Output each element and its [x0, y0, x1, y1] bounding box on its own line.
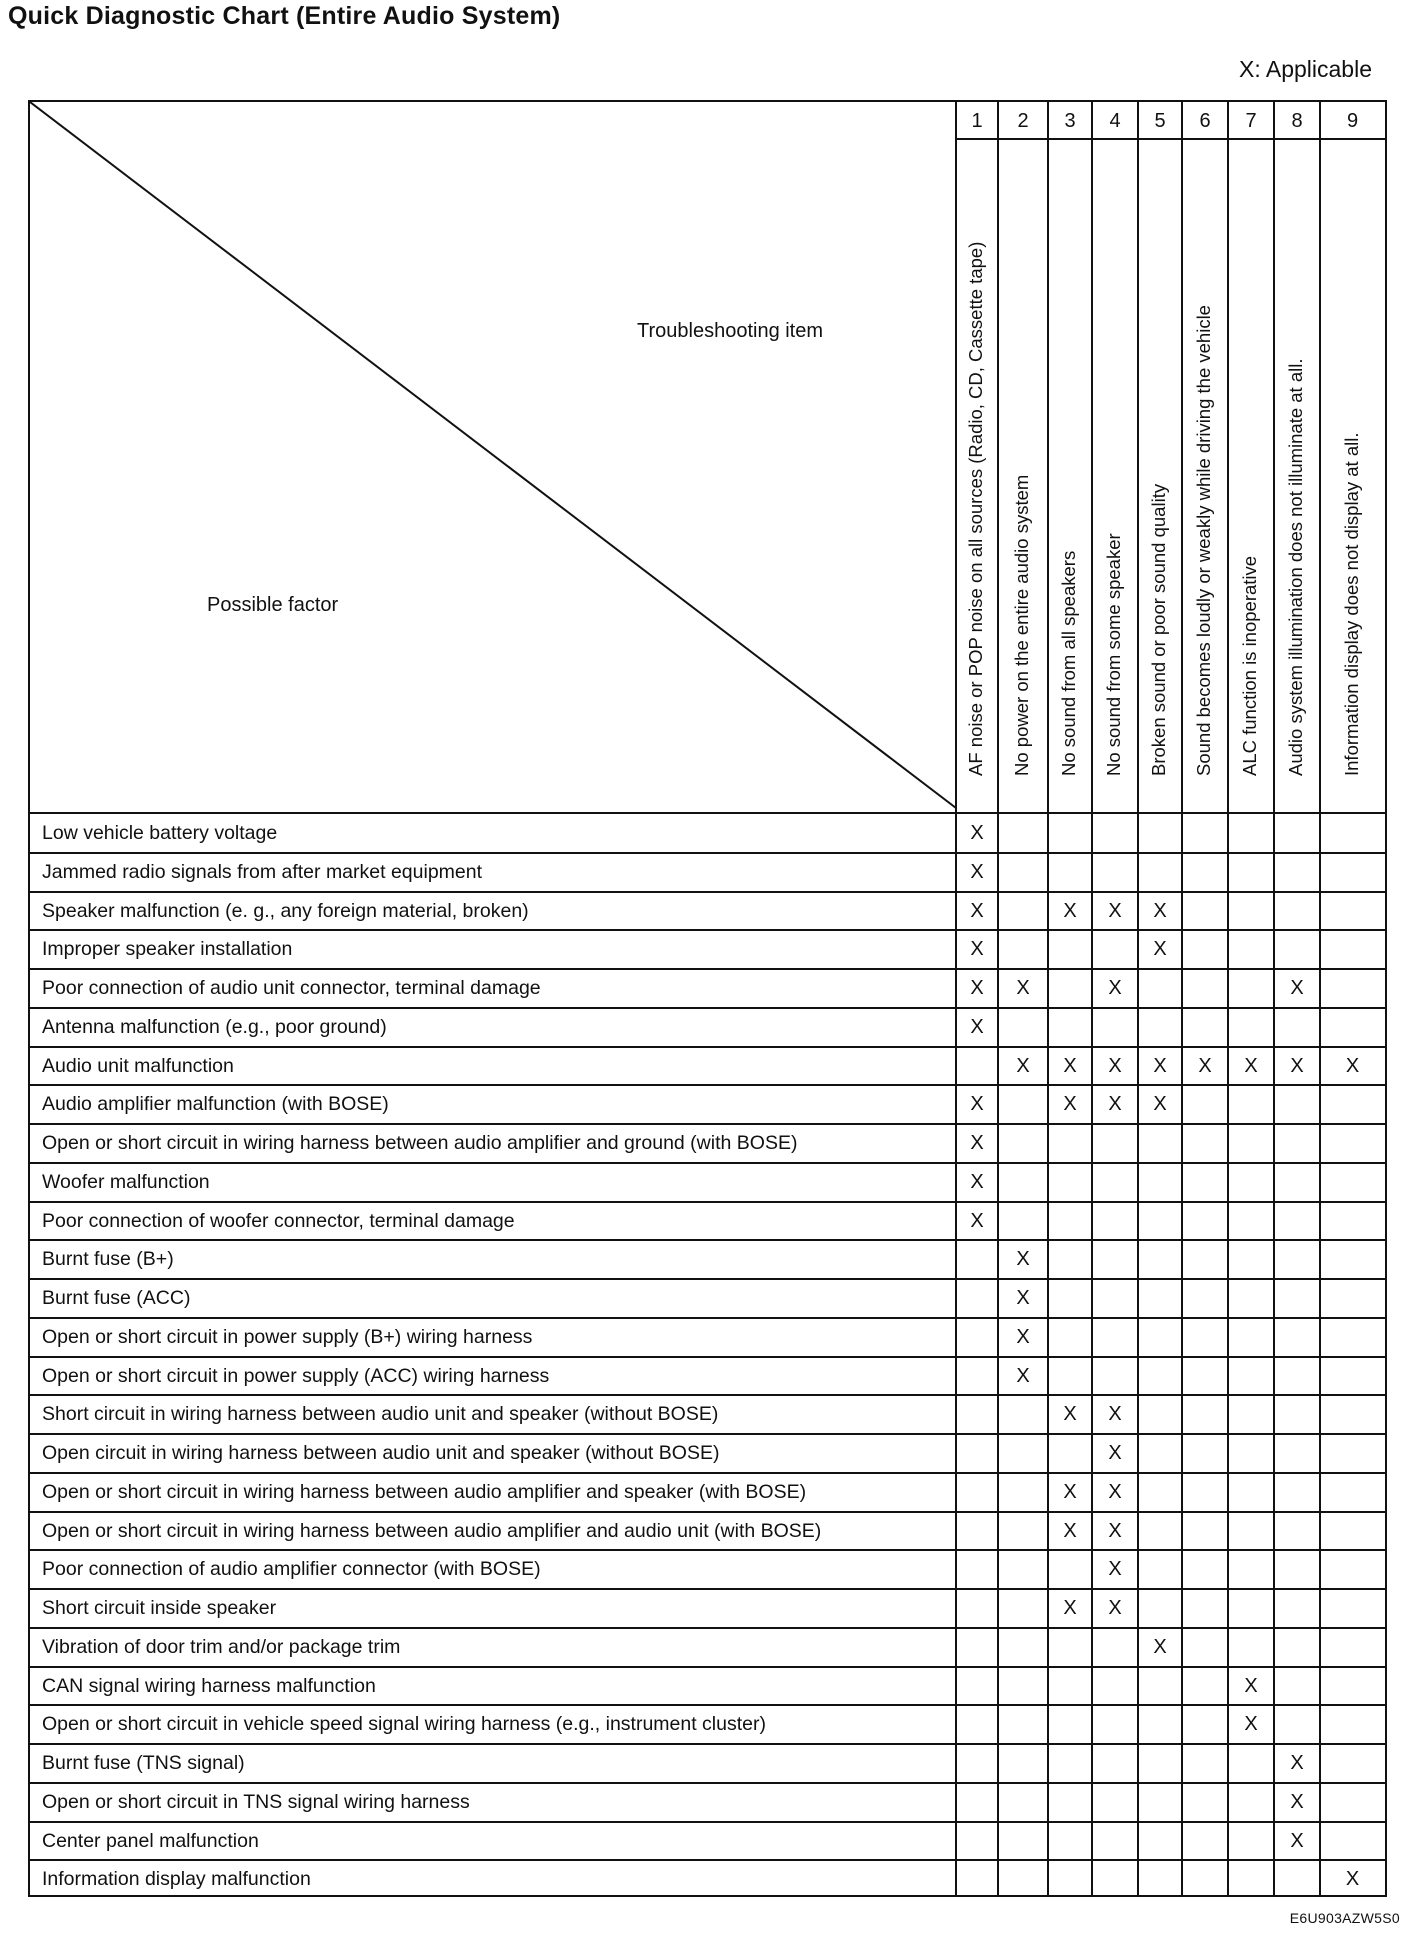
column-header [1140, 140, 1180, 798]
applicable-mark: X [1063, 1480, 1077, 1503]
column-header-label: Audio system illumination does not illuminate at all. [1285, 358, 1306, 776]
possible-factor-row: Audio unit malfunction [42, 1054, 234, 1077]
column-number: 2 [1017, 110, 1029, 132]
applicable-mark: X [1063, 1093, 1077, 1116]
possible-factor-row: Low vehicle battery voltage [42, 822, 278, 844]
column-header-label: No sound from some speaker [1103, 533, 1124, 776]
possible-factor-row: Speaker malfunction (e. g., any foreign material, broken) [42, 899, 529, 922]
column-number: 6 [1199, 110, 1211, 132]
applicable-mark: X [1016, 1054, 1030, 1077]
column-header [1095, 140, 1135, 798]
column-header [1050, 140, 1090, 798]
applicable-mark: X [1198, 1054, 1212, 1077]
applicable-mark: X [1016, 1364, 1030, 1387]
column-header [957, 140, 997, 798]
possible-factor-row: Open or short circuit in wiring harness between audio amplifier and speaker (with BOSE) [42, 1480, 807, 1503]
applicable-mark: X [1063, 1403, 1077, 1426]
possible-factor-row: Open circuit in wiring harness between audio unit and speaker (without BOSE) [42, 1442, 720, 1464]
column-header-label: ALC function is inoperative [1239, 555, 1260, 776]
possible-factor-row: Center panel malfunction [42, 1829, 259, 1852]
possible-factor-row: Open or short circuit in vehicle speed signal wiring harness (e.g., instrument cluster) [42, 1713, 766, 1736]
possible-factor-row: Short circuit inside speaker [42, 1597, 277, 1619]
applicable-mark: X [1244, 1713, 1258, 1736]
applicable-mark: X [1016, 1248, 1030, 1271]
possible-factor-row: Woofer malfunction [42, 1170, 210, 1193]
possible-factor-row: Burnt fuse (TNS signal) [42, 1752, 245, 1774]
possible-factor-row: Improper speaker installation [42, 938, 293, 961]
applicable-mark: X [1016, 977, 1030, 999]
applicable-mark: X [970, 899, 984, 922]
possible-factor-row: Open or short circuit in power supply (ACC) wiring harness [42, 1364, 550, 1387]
applicable-mark: X [1290, 1054, 1304, 1077]
applicable-mark: X [970, 1170, 984, 1193]
possible-factor-label: Possible factor [207, 594, 339, 616]
possible-factor-row: Poor connection of audio amplifier connector (with BOSE) [42, 1558, 541, 1581]
possible-factor-row: Audio amplifier malfunction (with BOSE) [42, 1093, 389, 1116]
applicable-mark: X [1345, 1868, 1360, 1891]
possible-factor-row: Poor connection of woofer connector, terminal damage [42, 1209, 515, 1232]
applicable-mark: X [1290, 1790, 1304, 1813]
diagnostic-chart [28, 100, 1387, 1897]
possible-factor-row: Burnt fuse (ACC) [42, 1287, 191, 1309]
possible-factor-row: CAN signal wiring harness malfunction [42, 1674, 376, 1697]
possible-factor-row: Information display malfunction [42, 1868, 311, 1891]
applicable-mark: X [1063, 899, 1077, 922]
applicable-mark: X [970, 822, 984, 844]
column-header-label: Broken sound or poor sound quality [1148, 483, 1169, 776]
possible-factor-row: Burnt fuse (B+) [42, 1248, 174, 1271]
column-header-label: AF noise or POP noise on all sources (Radio, CD, Cassette tape) [965, 241, 986, 776]
applicable-mark: X [1063, 1597, 1077, 1619]
applicable-mark: X [1016, 1325, 1030, 1348]
applicable-mark: X [970, 977, 984, 999]
troubleshooting-item-label: Troubleshooting item [637, 320, 824, 342]
applicable-mark: X [1108, 1597, 1122, 1619]
column-number: 1 [971, 110, 983, 132]
column-header [1231, 140, 1271, 798]
applicable-mark: X [1108, 1558, 1122, 1581]
applicable-mark: X [1108, 1519, 1122, 1542]
column-number: 3 [1064, 110, 1076, 132]
applicable-mark: X [1244, 1674, 1258, 1697]
applicable-mark: X [970, 860, 984, 883]
row-divider [30, 1239, 1385, 1241]
applicable-mark: X [1153, 1093, 1167, 1116]
column-header [1003, 140, 1043, 798]
column-number: 8 [1291, 110, 1303, 132]
header-diagonal [30, 102, 960, 812]
page-title: Quick Diagnostic Chart (Entire Audio System) [8, 2, 561, 30]
applicable-mark: X [1290, 1829, 1304, 1852]
possible-factor-row: Open or short circuit in wiring harness between audio amplifier and ground (with BOSE) [42, 1132, 798, 1154]
applicable-mark: X [1153, 899, 1167, 922]
possible-factor-row: Vibration of door trim and/or package trim [42, 1635, 401, 1658]
column-header-label: Information display does not display at all. [1340, 432, 1362, 776]
applicable-mark: X [1108, 1480, 1122, 1503]
possible-factor-row: Antenna malfunction (e.g., poor ground) [42, 1015, 387, 1038]
applicable-mark: X [1345, 1054, 1360, 1077]
applicable-mark: X [1016, 1287, 1030, 1309]
legend-note: X: Applicable [1239, 56, 1372, 82]
column-number: 5 [1154, 110, 1166, 132]
column-header-label: No power on the entire audio system [1011, 474, 1032, 776]
possible-factor-row: Short circuit in wiring harness between audio unit and speaker (without BOSE) [42, 1403, 719, 1426]
possible-factor-row: Open or short circuit in TNS signal wiring harness [42, 1790, 470, 1813]
applicable-mark: X [1063, 1054, 1077, 1077]
applicable-mark: X [1153, 1054, 1167, 1077]
applicable-mark: X [1063, 1519, 1077, 1542]
applicable-mark: X [1290, 1752, 1304, 1774]
applicable-mark: X [1153, 938, 1167, 961]
column-number: 4 [1109, 110, 1121, 132]
applicable-mark: X [1108, 1442, 1122, 1464]
applicable-mark: X [970, 1015, 984, 1038]
applicable-mark: X [1244, 1054, 1258, 1077]
applicable-mark: X [1290, 977, 1304, 999]
column-header [1333, 140, 1373, 798]
column-number: 9 [1346, 110, 1359, 132]
possible-factor-row: Open or short circuit in power supply (B+) wiring harness [42, 1325, 533, 1348]
column-header [1185, 140, 1225, 798]
column-header-label: Sound becomes loudly or weakly while driving the vehicle [1193, 305, 1214, 776]
column-header [1277, 140, 1317, 798]
applicable-mark: X [1108, 1093, 1122, 1116]
possible-factor-row: Poor connection of audio unit connector, terminal damage [42, 977, 541, 999]
applicable-mark: X [970, 938, 984, 961]
row-divider [30, 1278, 1385, 1280]
figure-code: E6U903AZW5S0 [1289, 1910, 1400, 1926]
applicable-mark: X [970, 1093, 984, 1116]
applicable-mark: X [970, 1209, 984, 1232]
row-divider [30, 1162, 1385, 1164]
possible-factor-row: Open or short circuit in wiring harness between audio amplifier and audio unit (with BOSE) [42, 1519, 822, 1542]
applicable-mark: X [1108, 1403, 1122, 1426]
column-number: 7 [1245, 110, 1257, 132]
applicable-mark: X [970, 1132, 984, 1154]
applicable-mark: X [1108, 899, 1122, 922]
applicable-mark: X [1153, 1635, 1167, 1658]
applicable-mark: X [1108, 1054, 1122, 1077]
applicable-mark: X [1108, 977, 1122, 999]
possible-factor-row: Jammed radio signals from after market equipment [42, 860, 483, 883]
column-header-label: No sound from all speakers [1058, 550, 1079, 776]
